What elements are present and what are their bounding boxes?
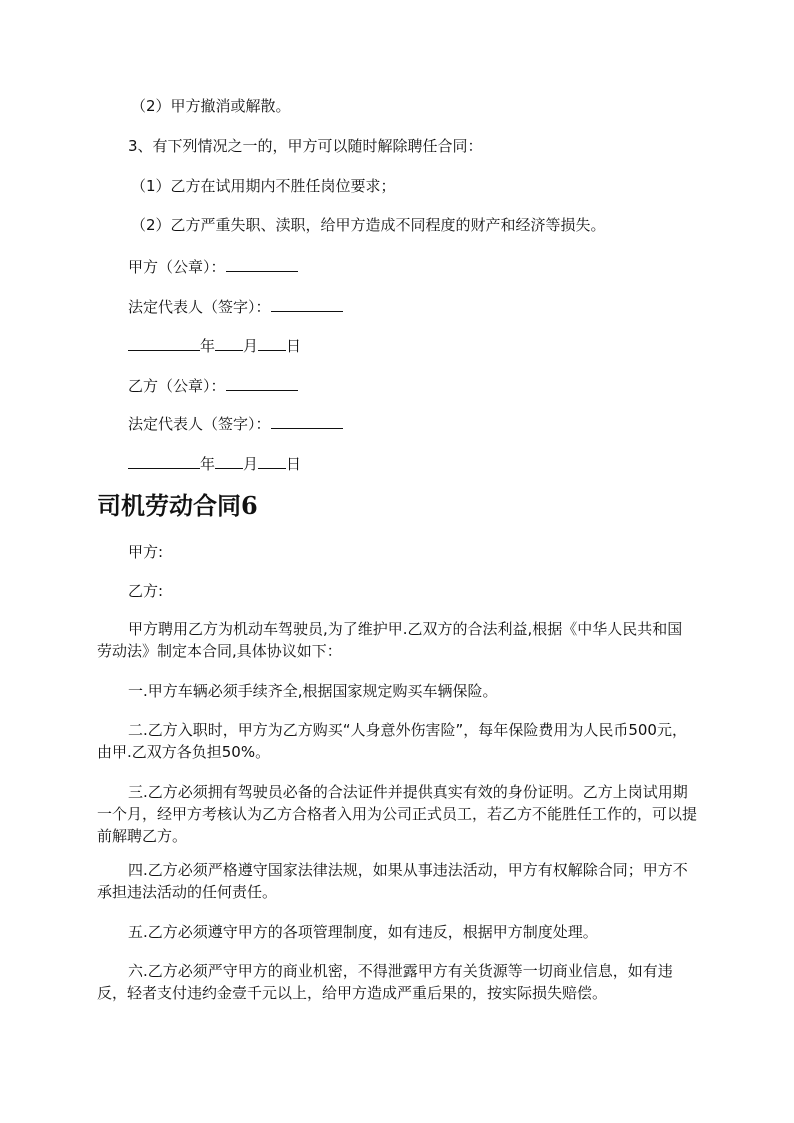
contract-intro: 甲方聘用乙方为机动车驾驶员,为了维护甲.乙双方的合法利益,根据《中华人民共和国劳动法》制定本合同,具体协议如下： bbox=[97, 620, 683, 660]
date-year-label: 年 bbox=[200, 337, 216, 355]
date-month-label: 月 bbox=[243, 337, 259, 355]
blank-line bbox=[215, 453, 243, 469]
blank-line bbox=[128, 453, 200, 469]
party-b-seal-line bbox=[128, 375, 298, 396]
blank-line bbox=[271, 413, 343, 429]
party-b-date-line bbox=[128, 453, 301, 474]
contract-clause-3: 三.乙方必须拥有驾驶员必备的合法证件并提供真实有效的身份证明。乙方上岗试用期一个月，经甲方考核认为乙方合格者入用为公司正式员工，若乙方不能胜任工作的，可以提前解聘乙方。 bbox=[97, 783, 698, 845]
party-b-rep-line bbox=[128, 413, 343, 434]
party-a-seal-line bbox=[128, 256, 298, 277]
party-a-seal-label: 甲方（公章）： bbox=[128, 258, 226, 276]
blank-line bbox=[226, 375, 298, 391]
clause-3: 3、有下列情况之一的，甲方可以随时解除聘任合同： bbox=[128, 137, 483, 155]
contract-clause-4: 四.乙方必须严格遵守国家法律法规，如果从事违法活动，甲方有权解除合同；甲方不承担违法活动的任何责任。 bbox=[97, 861, 688, 901]
blank-line bbox=[271, 296, 343, 312]
clause-2-item-2: （2）甲方撤消或解散。 bbox=[131, 97, 291, 115]
blank-line bbox=[258, 453, 286, 469]
contract-clause-5: 五.乙方必须遵守甲方的各项管理制度，如有违反，根据甲方制度处理。 bbox=[128, 923, 598, 941]
contract-party-b: 乙方: bbox=[128, 582, 164, 600]
blank-line bbox=[226, 256, 298, 272]
date-year-label: 年 bbox=[200, 455, 216, 473]
contract-6-heading: 司机劳动合同6 bbox=[97, 491, 258, 520]
contract-clause-6: 六.乙方必须严守甲方的商业机密，不得泄露甲方有关货源等一切商业信息，如有违反，轻者支付违约金壹千元以上，给甲方造成严重后果的，按实际损失赔偿。 bbox=[97, 962, 673, 1002]
contract-clause-1: 一.甲方车辆必须手续齐全,根据国家规定购买车辆保险。 bbox=[128, 682, 498, 700]
contract-party-a: 甲方: bbox=[128, 543, 164, 561]
party-b-rep-label: 法定代表人（签字）： bbox=[128, 415, 271, 433]
blank-line bbox=[128, 335, 200, 351]
blank-line bbox=[215, 335, 243, 351]
date-day-label: 日 bbox=[286, 337, 302, 355]
party-a-rep-label: 法定代表人（签字）： bbox=[128, 298, 271, 316]
clause-3-item-1: （1）乙方在试用期内不胜任岗位要求； bbox=[131, 177, 396, 195]
party-a-date-line bbox=[128, 335, 301, 356]
date-month-label: 月 bbox=[243, 455, 259, 473]
contract-clause-2: 二.乙方入职时，甲方为乙方购买“人身意外伤害险”，每年保险费用为人民币500元，由甲.乙双方各负担50%。 bbox=[97, 721, 687, 761]
date-day-label: 日 bbox=[286, 455, 302, 473]
blank-line bbox=[258, 335, 286, 351]
party-a-rep-line bbox=[128, 296, 343, 317]
party-b-seal-label: 乙方（公章）： bbox=[128, 377, 226, 395]
clause-3-item-2: （2）乙方严重失职、渎职，给甲方造成不同程度的财产和经济等损失。 bbox=[131, 216, 606, 234]
